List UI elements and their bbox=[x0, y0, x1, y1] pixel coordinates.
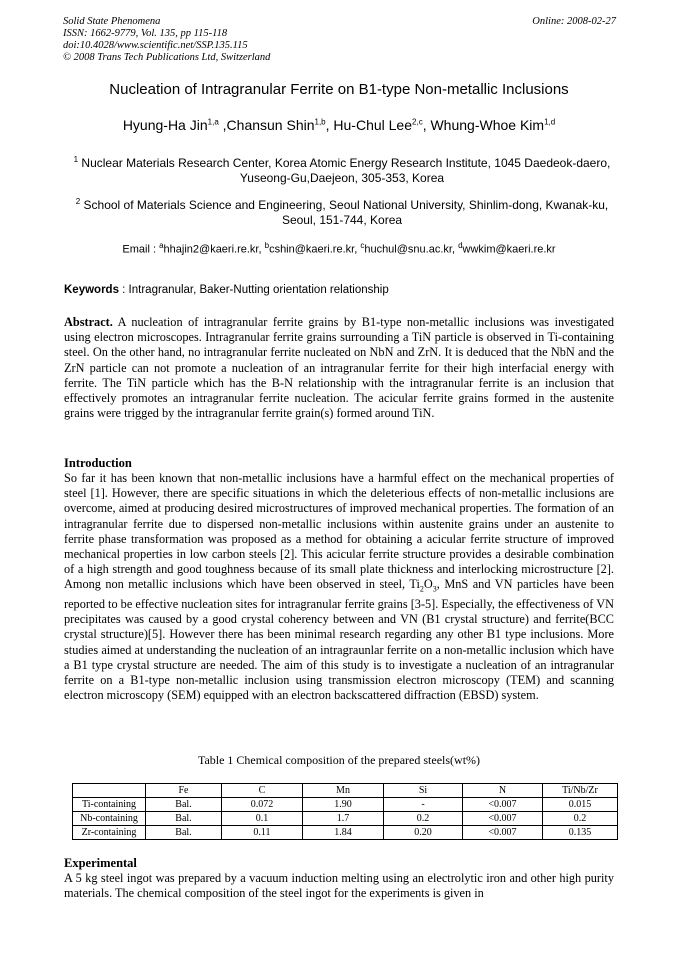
email-address: huchul@snu.ac.kr bbox=[364, 243, 452, 256]
email-separator: , bbox=[258, 243, 265, 256]
table-cell: 1.90 bbox=[303, 798, 384, 812]
table-cell: Ti-containing bbox=[73, 798, 146, 812]
table-cell: 1.84 bbox=[303, 826, 384, 840]
keywords-label: Keywords bbox=[64, 284, 119, 296]
table-header-cell: Ti/Nb/Zr bbox=[543, 784, 618, 798]
email-address: wwkim@kaeri.re.kr bbox=[462, 243, 556, 256]
table-cell: 0.20 bbox=[384, 826, 463, 840]
table-cell: Nb-containing bbox=[73, 812, 146, 826]
table-row bbox=[73, 798, 618, 812]
email-separator: , bbox=[451, 243, 459, 256]
introduction-paragraph bbox=[64, 471, 614, 704]
author-list bbox=[0, 117, 678, 133]
subscript: 2 bbox=[419, 584, 424, 594]
author-name: Chansun Shin bbox=[226, 117, 315, 133]
keywords-text: : Intragranular, Baker-Nutting orientation relationship bbox=[118, 284, 389, 296]
author-separator: , bbox=[218, 117, 227, 133]
issn-line: ISSN: 1662-9779, Vol. 135, pp 115-118 bbox=[63, 28, 228, 39]
experimental-paragraph: A 5 kg steel ingot was prepared by a vacuum induction melting using an electrolytic iron and other high purity materials. The chemical composition of the steel ingot for the experiments is given in bbox=[64, 871, 614, 901]
table-header-cell: N bbox=[463, 784, 543, 798]
email-separator: , bbox=[354, 243, 361, 256]
table-cell: 0.2 bbox=[543, 812, 618, 826]
author-name: Whung-Whoe Kim bbox=[430, 117, 545, 133]
online-date: Online: 2008-02-27 bbox=[532, 16, 616, 27]
affiliation-text: School of Materials Science and Engineering, Seoul National University, Shinlim-dong, Kwanak-ku, Seoul, 151-744, Korea bbox=[83, 198, 609, 227]
table-header-cell: Si bbox=[384, 784, 463, 798]
author-affil-mark: 2,c bbox=[412, 117, 423, 127]
introduction-text: So far it has been known that non-metallic inclusions have a harmful effect on the mechanical properties of steel [1]. However, there are specific situations in which the deleterious effects of non-metallic inclusions are overcome, aimed at producing desired microstructures of improved mechanical properties. The formation of an intragranular ferrite due to dispersed non-metallic inclusions within austenite grains under an austenite to ferrite phase transformation was proposed as a method for obtaining a acicular ferrite structure of improved mechanical properties in low carbon steels [2]. This acicular ferrite structure provides a desirable combination of a high strength and good toughness because of its small plate thickness and interlocking microstructure [2]. Among non metallic inclusions which have been observed in steel, Ti bbox=[64, 471, 614, 592]
table-header-cell: C bbox=[222, 784, 303, 798]
email-mark: b bbox=[264, 241, 270, 250]
keywords-line bbox=[64, 284, 389, 296]
table-row bbox=[73, 826, 618, 840]
author-affil-mark: 1,d bbox=[544, 117, 556, 127]
abstract-paragraph bbox=[64, 315, 614, 421]
affiliation-number: 1 bbox=[73, 155, 79, 164]
experimental-heading: Experimental bbox=[64, 856, 137, 870]
doi-line: doi:10.4028/www.scientific.net/SSP.135.115 bbox=[63, 40, 248, 51]
formula-text: O bbox=[423, 577, 433, 592]
author-name: Hu-Chul Lee bbox=[333, 117, 413, 133]
table-header-cell: Fe bbox=[146, 784, 222, 798]
table-header-cell bbox=[73, 784, 146, 798]
table-cell: 0.2 bbox=[384, 812, 463, 826]
table-cell: 0.135 bbox=[543, 826, 618, 840]
table-cell: <0.007 bbox=[463, 812, 543, 826]
email-mark: a bbox=[159, 241, 164, 250]
abstract-text: A nucleation of intragranular ferrite grains by B1-type non-metallic inclusions was investigated using electron microscopes. Intragranular ferrite grains surrounding a TiN particle is observed in Ti-containing steel. On the other hand, no intragranular ferrite nucleated on NbN and ZrN. It is deduced that the NbN and the ZrN particle can not promote a nucleation of an intragranular ferrite for their high interfacial energy with ferrite. The TiN particle which has the B-N relationship with the intragranular ferrite is an inclusion that effectively promotes an intragranular ferrite nucleation. The acicular ferrite grains formed in the austenite grains were trigged by the intragranular ferrite grain(s) formed around TiN. bbox=[64, 315, 614, 421]
table-cell: 0.1 bbox=[222, 812, 303, 826]
table-cell: 0.072 bbox=[222, 798, 303, 812]
table-cell: 0.11 bbox=[222, 826, 303, 840]
journal-name: Solid State Phenomena bbox=[63, 16, 161, 27]
table-cell: - bbox=[384, 798, 463, 812]
table-cell: Bal. bbox=[146, 798, 222, 812]
author-affil-mark: 1,a bbox=[207, 117, 219, 127]
affiliation-2 bbox=[72, 194, 612, 228]
author-name: Hyung-Ha Jin bbox=[122, 117, 208, 133]
introduction-text: , MnS and VN particles have been reported to be effective nucleation sites for intragranular ferrite grains [3-5]. Especially, the effectiveness of VN precipitates was caused by a good crystal coherency between and VN (B1 crystal structure) and ferrite(BCC crystal structure)[5]. However there has been minimal research regarding any other B1 type inclusions. More studies aimed at understanding the nucleation of an intragraunlar ferrite on a non-metallic inclusion which have a B1 type crystal structure are needed. The aim of this study is to investigate a nucleation of an intragranular ferrite on a B1-type non-metallic inclusion using transmission electron microscopy (TEM) and scanning electron microscopy (SEM) equipped with an electron backscattered diffraction (EBSD) system. bbox=[64, 577, 615, 703]
email-line bbox=[0, 241, 678, 256]
table-cell: 1.7 bbox=[303, 812, 384, 826]
table-cell: <0.007 bbox=[463, 798, 543, 812]
table-row bbox=[73, 812, 618, 826]
table-cell: Bal. bbox=[146, 812, 222, 826]
composition-table bbox=[72, 783, 618, 840]
abstract-label: Abstract. bbox=[64, 315, 113, 329]
table-cell: Zr-containing bbox=[73, 826, 146, 840]
author-affil-mark: 1,b bbox=[314, 117, 326, 127]
email-address: hhajin2@kaeri.re.kr bbox=[163, 243, 259, 256]
email-address: cshin@kaeri.re.kr bbox=[269, 243, 355, 256]
affiliation-number: 2 bbox=[75, 197, 81, 206]
email-mark: d bbox=[458, 241, 463, 250]
table-cell: 0.015 bbox=[543, 798, 618, 812]
email-mark: c bbox=[360, 241, 365, 250]
paper-title: Nucleation of Intragranular Ferrite on B1-type Non-metallic Inclusions bbox=[109, 81, 569, 98]
affiliation-text: Nuclear Materials Research Center, Korea Atomic Energy Research Institute, 1045 Daedeok-daero, Yuseong-Gu,Daejeon, 305-353, Korea bbox=[81, 156, 611, 185]
table-cell: <0.007 bbox=[463, 826, 543, 840]
table-cell: Bal. bbox=[146, 826, 222, 840]
table-header-cell: Mn bbox=[303, 784, 384, 798]
introduction-heading: Introduction bbox=[64, 456, 132, 470]
copyright-line: © 2008 Trans Tech Publications Ltd, Switzerland bbox=[63, 52, 271, 63]
subscript: 3 bbox=[432, 584, 437, 594]
author-separator: , bbox=[422, 117, 431, 133]
journal-info bbox=[63, 16, 270, 64]
table-caption: Table 1 Chemical composition of the prepared steels(wt%) bbox=[197, 753, 481, 767]
table-header-row bbox=[73, 784, 618, 798]
affiliation-1 bbox=[72, 152, 612, 186]
email-label: Email : bbox=[122, 243, 160, 256]
author-separator: , bbox=[325, 117, 334, 133]
